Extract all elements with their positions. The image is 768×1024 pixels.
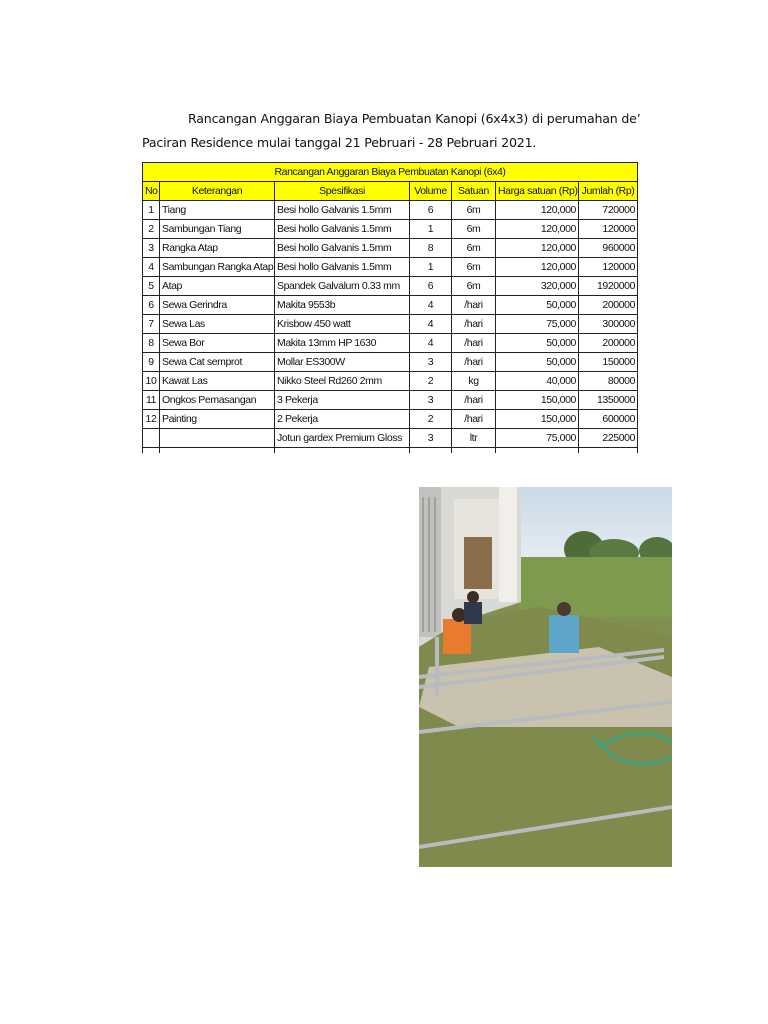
header-keterangan: Keterangan — [160, 182, 275, 201]
cell-keterangan: Sewa Gerindra — [160, 296, 275, 315]
cell-harga-satuan: 120,000 — [496, 239, 579, 258]
cell-spesifikasi: Makita 13mm HP 1630 — [275, 334, 410, 353]
cell-no — [143, 429, 160, 448]
cell-volume: 3 — [410, 429, 452, 448]
cell-jumlah: 150000 — [579, 353, 638, 372]
cell-spesifikasi: Besi hollo Galvanis 1.5mm — [275, 201, 410, 220]
cell-no: 1 — [143, 201, 160, 220]
table-row — [143, 201, 638, 220]
table-row — [143, 372, 638, 391]
cell-volume: 6 — [410, 201, 452, 220]
table-title-row — [143, 163, 638, 182]
cell-jumlah: 960000 — [579, 239, 638, 258]
cell-keterangan: Tiang — [160, 201, 275, 220]
table-row — [143, 334, 638, 353]
table-title: Rancangan Anggaran Biaya Pembuatan Kanopi (6x4) — [143, 163, 638, 182]
cell-keterangan: Kawat Las — [160, 372, 275, 391]
cell-harga-satuan: 75,000 — [496, 429, 579, 448]
cell-harga-satuan: 150,000 — [496, 391, 579, 410]
cell-satuan: /hari — [452, 296, 496, 315]
cell-jumlah: 120000 — [579, 220, 638, 239]
table-row — [143, 296, 638, 315]
cell-keterangan: Sewa Bor — [160, 334, 275, 353]
cell-no: 5 — [143, 277, 160, 296]
table-row-stub — [143, 448, 638, 454]
empty-cell — [143, 448, 160, 454]
cell-volume: 4 — [410, 315, 452, 334]
cell-satuan: 6m — [452, 201, 496, 220]
cell-keterangan: Sambungan Tiang — [160, 220, 275, 239]
cell-satuan: /hari — [452, 315, 496, 334]
cell-satuan: 6m — [452, 258, 496, 277]
cell-no: 2 — [143, 220, 160, 239]
cell-spesifikasi: Krisbow 450 watt — [275, 315, 410, 334]
cell-no: 8 — [143, 334, 160, 353]
cell-volume: 3 — [410, 353, 452, 372]
cell-spesifikasi: Jotun gardex Premium Gloss — [275, 429, 410, 448]
table-row — [143, 258, 638, 277]
cell-harga-satuan: 120,000 — [496, 201, 579, 220]
cell-no: 6 — [143, 296, 160, 315]
cell-jumlah: 600000 — [579, 410, 638, 429]
cell-volume: 3 — [410, 391, 452, 410]
cell-no: 7 — [143, 315, 160, 334]
cell-keterangan — [160, 429, 275, 448]
cell-volume: 1 — [410, 258, 452, 277]
header-harga-satuan: Harga satuan (Rp) — [496, 182, 579, 201]
cell-jumlah: 80000 — [579, 372, 638, 391]
cell-satuan: 6m — [452, 239, 496, 258]
cell-jumlah: 1920000 — [579, 277, 638, 296]
table-row — [143, 429, 638, 448]
cell-no: 10 — [143, 372, 160, 391]
cell-keterangan: Ongkos Pemasangan — [160, 391, 275, 410]
cell-harga-satuan: 50,000 — [496, 334, 579, 353]
canopy-construction-photo — [419, 487, 672, 867]
cell-spesifikasi: Makita 9553b — [275, 296, 410, 315]
cell-harga-satuan: 320,000 — [496, 277, 579, 296]
cell-satuan: /hari — [452, 334, 496, 353]
cell-keterangan: Rangka Atap — [160, 239, 275, 258]
cell-spesifikasi: Besi hollo Galvanis 1.5mm — [275, 220, 410, 239]
cell-no: 3 — [143, 239, 160, 258]
cell-volume: 8 — [410, 239, 452, 258]
cell-harga-satuan: 50,000 — [496, 353, 579, 372]
cell-spesifikasi: Nikko Steel Rd260 2mm — [275, 372, 410, 391]
cell-spesifikasi: Spandek Galvalum 0.33 mm — [275, 277, 410, 296]
cell-volume: 1 — [410, 220, 452, 239]
table-row — [143, 391, 638, 410]
table-row — [143, 353, 638, 372]
cell-satuan: /hari — [452, 410, 496, 429]
table-row — [143, 277, 638, 296]
cell-jumlah: 200000 — [579, 334, 638, 353]
table-header-row — [143, 182, 638, 201]
cell-volume: 2 — [410, 410, 452, 429]
cell-satuan: kg — [452, 372, 496, 391]
cell-harga-satuan: 40,000 — [496, 372, 579, 391]
cell-satuan: 6m — [452, 220, 496, 239]
intro-paragraph: Rancangan Anggaran Biaya Pembuatan Kanopi (6x4x3) di perumahan de’ Paciran Residence mulai tanggal 21 Pebruari - 28 Pebruari 2021. — [142, 111, 641, 150]
cell-harga-satuan: 50,000 — [496, 296, 579, 315]
cell-volume: 4 — [410, 334, 452, 353]
cell-spesifikasi: Besi hollo Galvanis 1.5mm — [275, 258, 410, 277]
cell-keterangan: Painting — [160, 410, 275, 429]
header-jumlah: Jumlah (Rp) — [579, 182, 638, 201]
table-row — [143, 220, 638, 239]
cell-no: 4 — [143, 258, 160, 277]
cell-harga-satuan: 75,000 — [496, 315, 579, 334]
empty-cell — [160, 448, 275, 454]
table-row — [143, 239, 638, 258]
cell-volume: 2 — [410, 372, 452, 391]
cell-no: 9 — [143, 353, 160, 372]
header-no: No — [143, 182, 160, 201]
cell-satuan: 6m — [452, 277, 496, 296]
empty-cell — [275, 448, 410, 454]
header-spesifikasi: Spesifikasi — [275, 182, 410, 201]
header-volume: Volume — [410, 182, 452, 201]
cell-jumlah: 200000 — [579, 296, 638, 315]
cell-satuan: /hari — [452, 391, 496, 410]
cell-keterangan: Atap — [160, 277, 275, 296]
cell-spesifikasi: 2 Pekerja — [275, 410, 410, 429]
empty-cell — [496, 448, 579, 454]
cell-jumlah: 300000 — [579, 315, 638, 334]
cell-jumlah: 225000 — [579, 429, 638, 448]
empty-cell — [452, 448, 496, 454]
cell-spesifikasi: Besi hollo Galvanis 1.5mm — [275, 239, 410, 258]
cell-volume: 4 — [410, 296, 452, 315]
cell-keterangan: Sambungan Rangka Atap — [160, 258, 275, 277]
cell-spesifikasi: 3 Pekerja — [275, 391, 410, 410]
cell-keterangan: Sewa Cat semprot — [160, 353, 275, 372]
cell-harga-satuan: 120,000 — [496, 258, 579, 277]
budget-table — [142, 162, 638, 453]
cell-no: 12 — [143, 410, 160, 429]
cell-satuan: /hari — [452, 353, 496, 372]
table-row — [143, 410, 638, 429]
cell-jumlah: 1350000 — [579, 391, 638, 410]
empty-cell — [410, 448, 452, 454]
empty-cell — [579, 448, 638, 454]
cell-jumlah: 720000 — [579, 201, 638, 220]
cell-volume: 6 — [410, 277, 452, 296]
cell-jumlah: 120000 — [579, 258, 638, 277]
cell-no: 11 — [143, 391, 160, 410]
construction-site-image — [419, 487, 672, 867]
cell-keterangan: Sewa Las — [160, 315, 275, 334]
header-satuan: Satuan — [452, 182, 496, 201]
cell-harga-satuan: 150,000 — [496, 410, 579, 429]
cell-satuan: ltr — [452, 429, 496, 448]
cell-spesifikasi: Mollar ES300W — [275, 353, 410, 372]
cell-harga-satuan: 120,000 — [496, 220, 579, 239]
table-row — [143, 315, 638, 334]
